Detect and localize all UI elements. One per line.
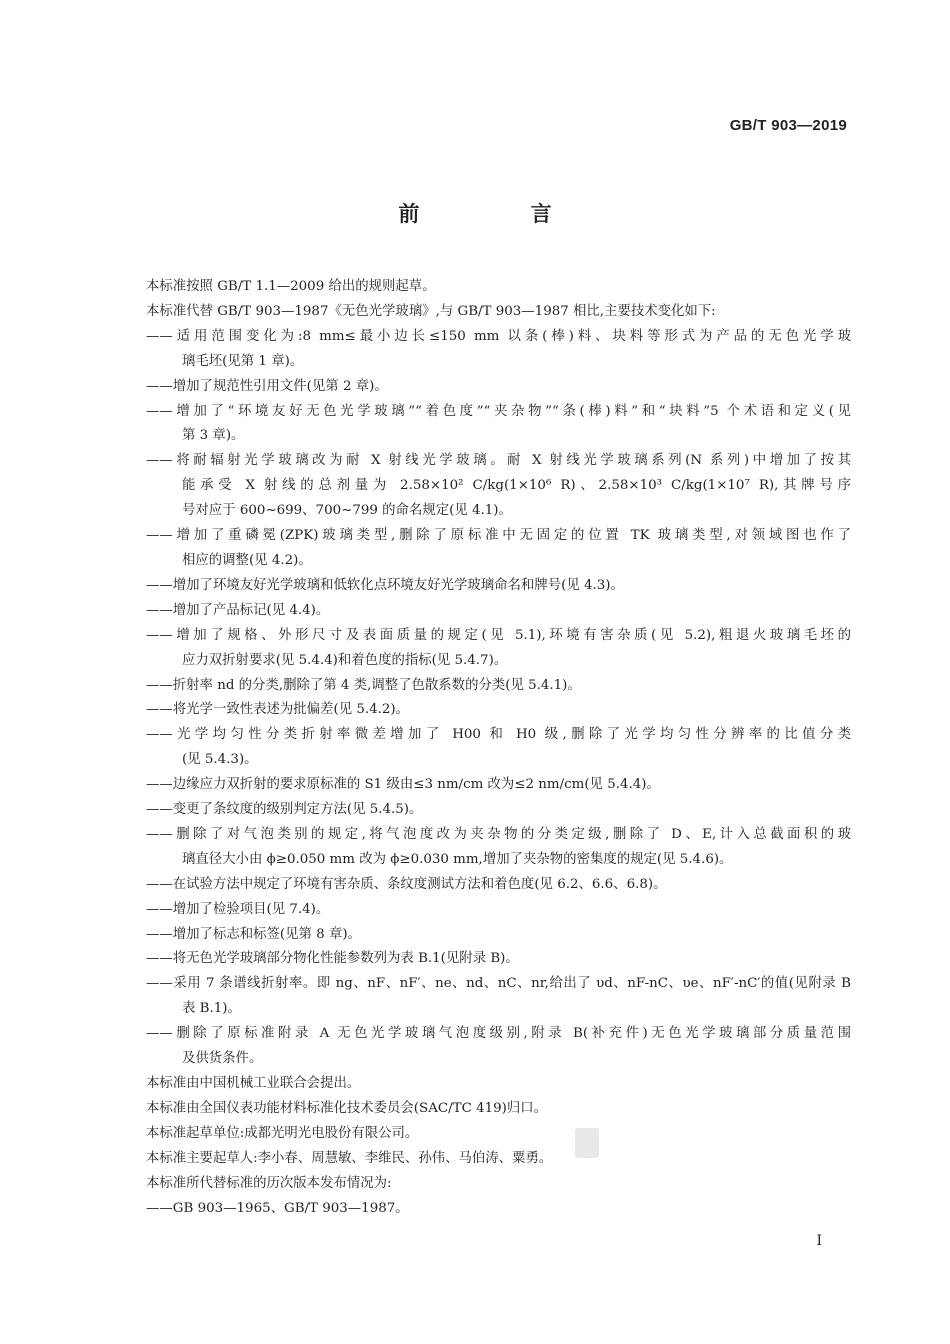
paragraph-line: 本标准主要起草人:李小春、周慧敏、李维民、孙伟、马伯涛、粟勇。 (146, 1150, 553, 1166)
list-item: ——边缘应力双折射的要求原标准的 S1 级由≤3 nm/cm 改为≤2 nm/cm(见 5.4.4)。 (146, 777, 660, 793)
scan-mark (575, 1128, 599, 1158)
list-item-continuation: 第 3 章)。 (182, 428, 245, 444)
list-item: ——折射率 nd 的分类,删除了第 4 类,调整了色散系数的分类(见 5.4.1)。 (146, 677, 581, 693)
list-item: ——增加了规格、外形尺寸及表面质量的规定(见 5.1),环境有害杂质(见 5.2),粗退火玻璃毛坯的 (146, 627, 851, 643)
list-item-continuation: 及供货条件。 (182, 1051, 263, 1067)
list-item: ——增加了重磷冕(ZPK)玻璃类型,删除了原标准中无固定的位置 TK 玻璃类型,对领域图也作了 (146, 528, 851, 544)
paragraph-line: 本标准由中国机械工业联合会提出。 (146, 1076, 361, 1091)
foreword-body (146, 275, 851, 1221)
standard-code: GB/T 903—2019 (729, 117, 847, 134)
list-item-continuation: (见 5.4.3)。 (182, 752, 258, 768)
paragraph-line: 本标准按照 GB/T 1.1—2009 给出的规则起草。 (146, 279, 436, 294)
page-number: I (816, 1233, 822, 1249)
list-item-continuation: 璃毛坯(见第 1 章)。 (182, 353, 304, 369)
list-item: ——增加了产品标记(见 4.4)。 (146, 602, 330, 618)
paragraph-line: 本标准起草单位:成都光明光电股份有限公司。 (146, 1125, 419, 1141)
list-item-continuation: 应力双折射要求(见 5.4.4)和着色度的指标(见 5.4.7)。 (182, 652, 508, 668)
list-item: ——变更了条纹度的级别判定方法(见 5.4.5)。 (146, 802, 423, 818)
list-item: ——删除了对气泡类别的规定,将气泡度改为夹杂物的分类定级,删除了 D、E,计入总截面积的玻 (146, 826, 851, 842)
list-item-continuation: 号对应于 600~699、700~799 的命名规定(见 4.1)。 (182, 503, 512, 519)
list-item-continuation: 能承受 X 射线的总剂量为 2.58×10² C/kg(1×10⁶ R)、2.58×10³ C/kg(1×10⁷ R),其牌号序 (182, 478, 851, 494)
page-title: 前 言 (398, 202, 604, 226)
list-item: ——采用 7 条谱线折射率。即 ng、nF、nF′、ne、nd、nC、nr,给出了 υd、nF-nC、υe、nF′-nC′的值(见附录 B (146, 976, 851, 992)
list-item: ——GB 903—1965、GB/T 903—1987。 (146, 1200, 409, 1216)
list-item: ——增加了检验项目(见 7.4)。 (146, 901, 330, 917)
list-item-continuation: 相应的调整(见 4.2)。 (182, 552, 312, 568)
list-item-continuation: 璃直径大小由 ϕ≥0.050 mm 改为 ϕ≥0.030 mm,增加了夹杂物的密集度的规定(见 5.4.6)。 (182, 851, 733, 867)
list-item-continuation: 表 B.1)。 (182, 1001, 241, 1017)
list-item: ——在试验方法中规定了环境有害杂质、条纹度测试方法和着色度(见 6.2、6.6、6.8)。 (146, 876, 667, 892)
list-item: ——增加了标志和标签(见第 8 章)。 (146, 926, 361, 942)
list-item: ——删除了原标准附录 A 无色光学玻璃气泡度级别,附录 B(补充件)无色光学玻璃部分质量范围 (146, 1026, 851, 1042)
list-item: ——增加了环境友好光学玻璃和低软化点环境友好光学玻璃命名和牌号(见 4.3)。 (146, 577, 624, 593)
list-item: ——将光学一致性表述为批偏差(见 5.4.2)。 (146, 702, 410, 718)
paragraph-line: 本标准所代替标准的历次版本发布情况为: (146, 1175, 392, 1191)
list-item: ——将耐辐射光学玻璃改为耐 X 射线光学玻璃。耐 X 射线光学玻璃系列(N 系列)中增加了按其 (146, 453, 851, 469)
list-item: ——光学均匀性分类折射率微差增加了 H00 和 H0 级,删除了光学均匀性分辨率的比值分类 (146, 727, 851, 743)
paragraph-line: 本标准代替 GB/T 903—1987《无色光学玻璃》,与 GB/T 903—1987 相比,主要技术变化如下: (146, 303, 716, 319)
list-item: ——适用范围变化为:8 mm≤最小边长≤150 mm 以条(棒)料、块料等形式为产品的无色光学玻 (146, 328, 851, 344)
list-item: ——增加了“环境友好无色光学玻璃”“着色度”“夹杂物”“条(棒)料”和“块料”5 个术语和定义(见 (146, 403, 851, 419)
list-item: ——将无色光学玻璃部分物化性能参数列为表 B.1(见附录 B)。 (146, 951, 519, 967)
paragraph-line: 本标准由全国仪表功能材料标准化技术委员会(SAC/TC 419)归口。 (146, 1100, 548, 1116)
list-item: ——增加了规范性引用文件(见第 2 章)。 (146, 378, 388, 394)
